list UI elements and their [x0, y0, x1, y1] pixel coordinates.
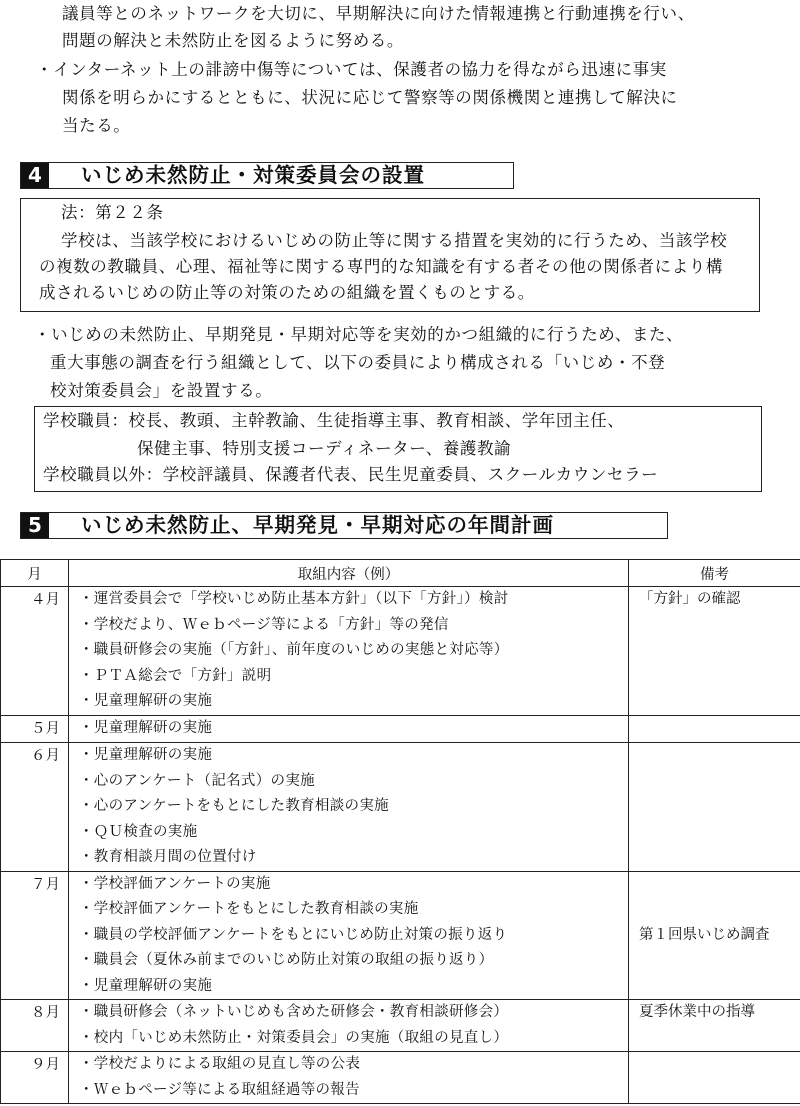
committee-line-2: 重大事態の調査を行う組織として、以下の委員により構成される「いじめ・不登: [50, 353, 666, 372]
section-4-heading: [20, 162, 514, 189]
law-line-3: 成されるいじめの防止等の対策のための組織を置くものとする。: [39, 283, 535, 302]
section-5-heading: [20, 512, 668, 539]
activity-item: ・学校だより、Ｗｅｂページ等による「方針」等の発信: [79, 616, 449, 633]
header-month: 月: [1, 560, 69, 587]
section-5-title: いじめ未然防止、早期発見・早期対応の年間計画: [81, 513, 554, 537]
activities-cell: [69, 1000, 629, 1052]
activity-item: ・Ｗｅｂページ等による取組経過等の報告: [79, 1081, 360, 1098]
note-cell: 夏季休業中の指導: [629, 1000, 800, 1052]
note-cell: [629, 743, 800, 872]
month-cell: ９月: [1, 1052, 69, 1104]
intro-line-3: ・インターネット上の誹謗中傷等については、保護者の協力を得ながら迅速に事実: [36, 60, 667, 79]
month-cell: ６月: [1, 743, 69, 872]
activities-cell: [69, 1052, 629, 1104]
activity-item: ・教育相談月間の位置付け: [79, 849, 257, 865]
intro-line-1: 議員等とのネットワークを大切に、早期解決に向けた情報連携と行動連携を行い、: [62, 4, 695, 23]
law-line-2: の複数の教職員、心理、福祉等に関する専門的な知識を有する者その他の関係者により構: [39, 257, 723, 276]
month-cell: ５月: [1, 715, 69, 743]
members-external: 学校職員以外：学校評議員、保護者代表、民生児童委員、スクールカウンセラー: [43, 465, 659, 484]
activity-item: ・職員研修会の実施（「方針」、前年度のいじめの実態と対応等）: [79, 642, 509, 658]
members-staff: [43, 411, 624, 431]
activity-item: ・職員研修会（ネットいじめも含めた研修会・教育相談研修会）: [79, 1004, 509, 1020]
table-row: [1, 743, 800, 872]
activity-item: ・心のアンケートをもとにした教育相談の実施: [79, 798, 389, 814]
members-staff-cont: 保健主事、特別支援コーディネーター、養護教諭: [137, 439, 512, 458]
note-cell: [629, 1052, 800, 1104]
members-staff-text: 学校職員：校長、教頭、主幹教諭、生徒指導主事、教育相談、学年団主任、: [43, 411, 625, 430]
members-box: [34, 406, 762, 492]
law-label: 法：第２２条: [61, 203, 164, 222]
activity-item: ・児童理解研の実施: [79, 977, 213, 994]
activity-item: ・心のアンケート（記名式）の実施: [79, 772, 315, 789]
activity-item: ・学校評価アンケートの実施: [79, 875, 271, 892]
activity-item: ・児童理解研の実施: [79, 693, 213, 709]
law-line-1: 学校は、当該学校におけるいじめの防止等に関する措置を実効的に行うため、当該学校: [61, 231, 728, 250]
month-cell: ８月: [1, 1000, 69, 1052]
activity-item: ・職員の学校評価アンケートをもとにいじめ防止対策の振り返り: [79, 926, 508, 943]
activity-item: ・運営委員会で「学校いじめ防止基本方針」（以下「方針」）検討: [79, 591, 509, 607]
table-row: [1, 1000, 800, 1052]
committee-line-3: 校対策委員会」を設置する。: [50, 381, 273, 400]
activity-item: ・児童理解研の実施: [79, 719, 213, 736]
activity-item: ・ＰＴＡ総会で「方針」説明: [79, 667, 272, 684]
law-quote-box: [20, 198, 760, 312]
table-row: [1, 1052, 800, 1104]
intro-line-2: 問題の解決と未然防止を図るように努める。: [62, 31, 404, 50]
activities-cell: [69, 743, 629, 872]
table-header-row: [1, 560, 800, 587]
month-cell: ７月: [1, 871, 69, 1000]
header-activities: 取組内容（例）: [69, 560, 629, 587]
table-row: [1, 871, 800, 1000]
note-cell: 「方針」の確認: [629, 587, 800, 716]
table-row: [1, 715, 800, 743]
activity-item: ・職員会（夏休み前までのいじめ防止対策の取組の振り返り）: [79, 952, 494, 968]
activities-cell: [69, 871, 629, 1000]
activities-cell: [69, 587, 629, 716]
section-4-number: 4: [21, 163, 49, 188]
section-5-number: 5: [21, 513, 49, 538]
activity-item: ・学校だよりによる取組の見直し等の公表: [79, 1056, 361, 1072]
header-notes: 備考: [629, 560, 800, 587]
activity-item: ・ＱＵ検査の実施: [79, 823, 198, 840]
section-4-title: いじめ未然防止・対策委員会の設置: [81, 163, 425, 187]
month-cell: ４月: [1, 587, 69, 716]
intro-line-4: 関係を明らかにするとともに、状況に応じて警察等の関係機関と連携して解決に: [62, 88, 678, 107]
committee-line-1: ・いじめの未然防止、早期発見・早期対応等を実効的かつ組織的に行うため、また、: [34, 325, 684, 344]
note-cell: 第１回県いじめ調査: [629, 871, 800, 1000]
activity-item: ・児童理解研の実施: [79, 747, 213, 763]
note-cell: [629, 715, 800, 743]
intro-line-5: 当たる。: [62, 116, 131, 135]
activity-item: ・学校評価アンケートをもとにした教育相談の実施: [79, 901, 419, 917]
table-row: [1, 587, 800, 716]
activity-item: ・校内「いじめ未然防止・対策委員会」の実施（取組の見直し）: [79, 1029, 509, 1046]
annual-plan-table: [0, 559, 800, 1104]
activities-cell: [69, 715, 629, 743]
